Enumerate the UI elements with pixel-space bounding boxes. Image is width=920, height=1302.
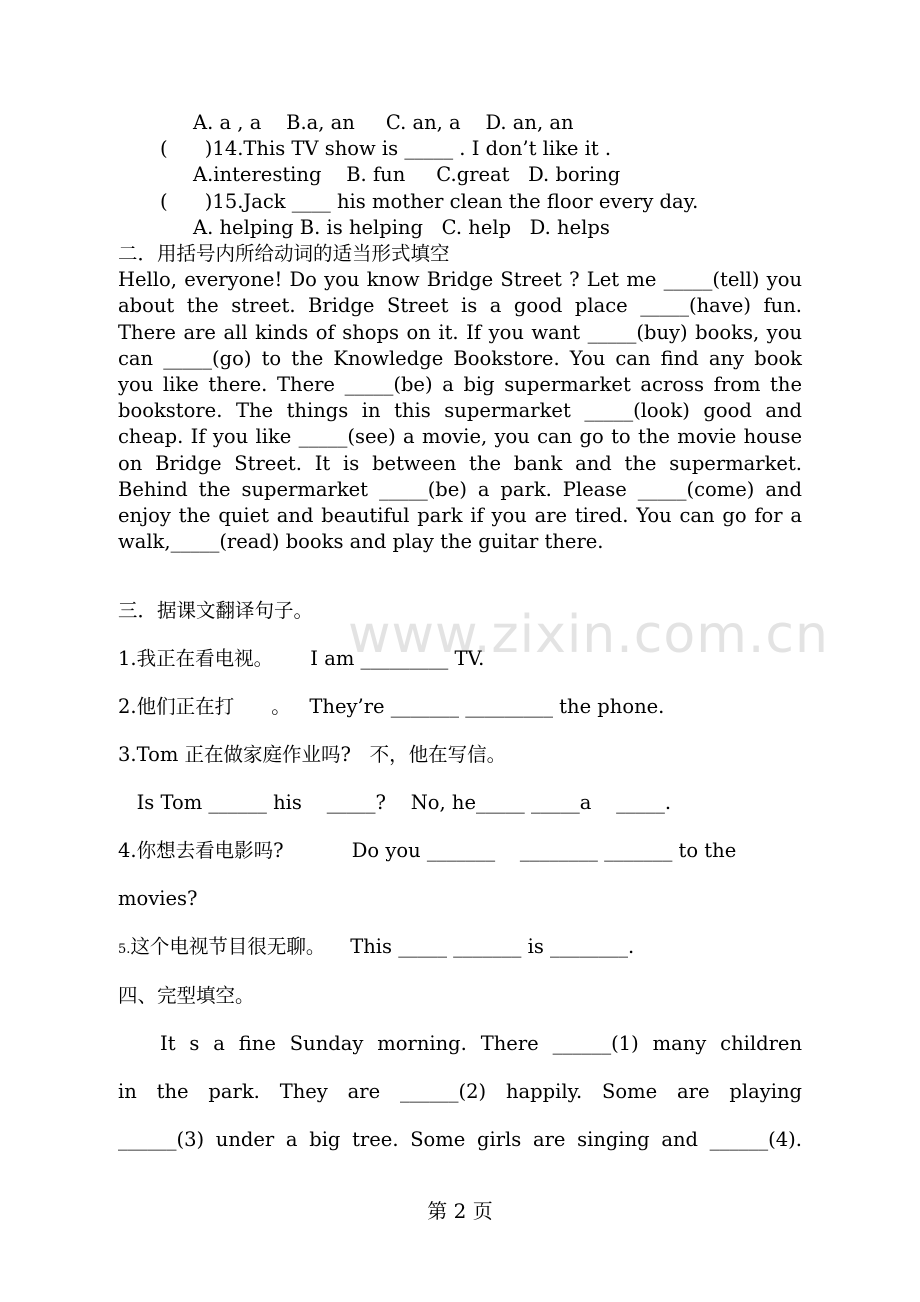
sentence-3-answer: Is Tom ______ his _____? No, he_____ _____a _____. [118, 791, 672, 814]
section2-title: 二．用括号内所给动词的适当形式填空 [118, 242, 450, 266]
sentence-2: 2.他们正在打 。 They’re _______ _________ the phone. [118, 695, 665, 718]
cloze-line-3: ______(3) under a big tree. Some girls are singing and ______(4). [118, 1128, 802, 1151]
watermark: www.zixin.com.cn [348, 605, 829, 665]
sentence-3: 3.Tom 正在做家庭作业吗? 不，他在写信。 [118, 743, 507, 766]
sentence-5-number: 5. [118, 942, 131, 957]
section4-title: 四、完型填空。 [118, 984, 255, 1007]
q14-options: A.interesting B. fun C.great D. boring [193, 163, 621, 187]
q13-options: A. a , a B.a, an C. an, a D. an, an [193, 111, 574, 134]
q15-stem: ( )15.Jack ____ his mother clean the floor every day. [160, 189, 699, 213]
section3-title: 三．据课文翻译句子。 [118, 599, 314, 622]
q14-stem: ( )14.This TV show is _____ . I don’t like it . [160, 137, 612, 161]
sentence-5 [118, 934, 802, 963]
section2-passage: Hello, everyone! Do you know Bridge Street ? Let me _____(tell) you about the street. Bridge Street is a good place _____(have) fun. There are all kinds of shops on it. If you want _____(buy) books, you can _____(go) to the Knowledge Bookstore. You can find any book you like there. There _____(be) a big supermarket across from the bookstore. The things in this supermarket _____(look) good and cheap. If you like _____(see) a movie, you can go to the movie house on Bridge Street. It is between the bank and the supermarket. Behind the supermarket _____(be) a park. Please _____(come) and enjoy the quiet and beautiful park if you are tired. You can go for a walk,_____(read) books and play the guitar there. [118, 268, 802, 554]
q15-options: A. helping B. is helping C. help D. helps [193, 215, 610, 239]
cloze-line-2: in the park. They are ______(2) happily. Some are playing [118, 1080, 802, 1103]
cloze-line-1: It s a fine Sunday morning. There ______(1) many children [160, 1032, 802, 1055]
sentence-4-continued: movies? [118, 887, 198, 910]
document-page [118, 110, 802, 555]
sentence-5-text: 这个电视节目很无聊。 This _____ _______ is ________. [130, 935, 635, 958]
page-number: 第 2 页 [427, 1199, 493, 1223]
sentence-4: 4.你想去看电影吗? Do you _______ ________ _______ to the [118, 839, 737, 862]
sentence-1: 1.我正在看电视。 I am _________ TV. [118, 647, 485, 670]
